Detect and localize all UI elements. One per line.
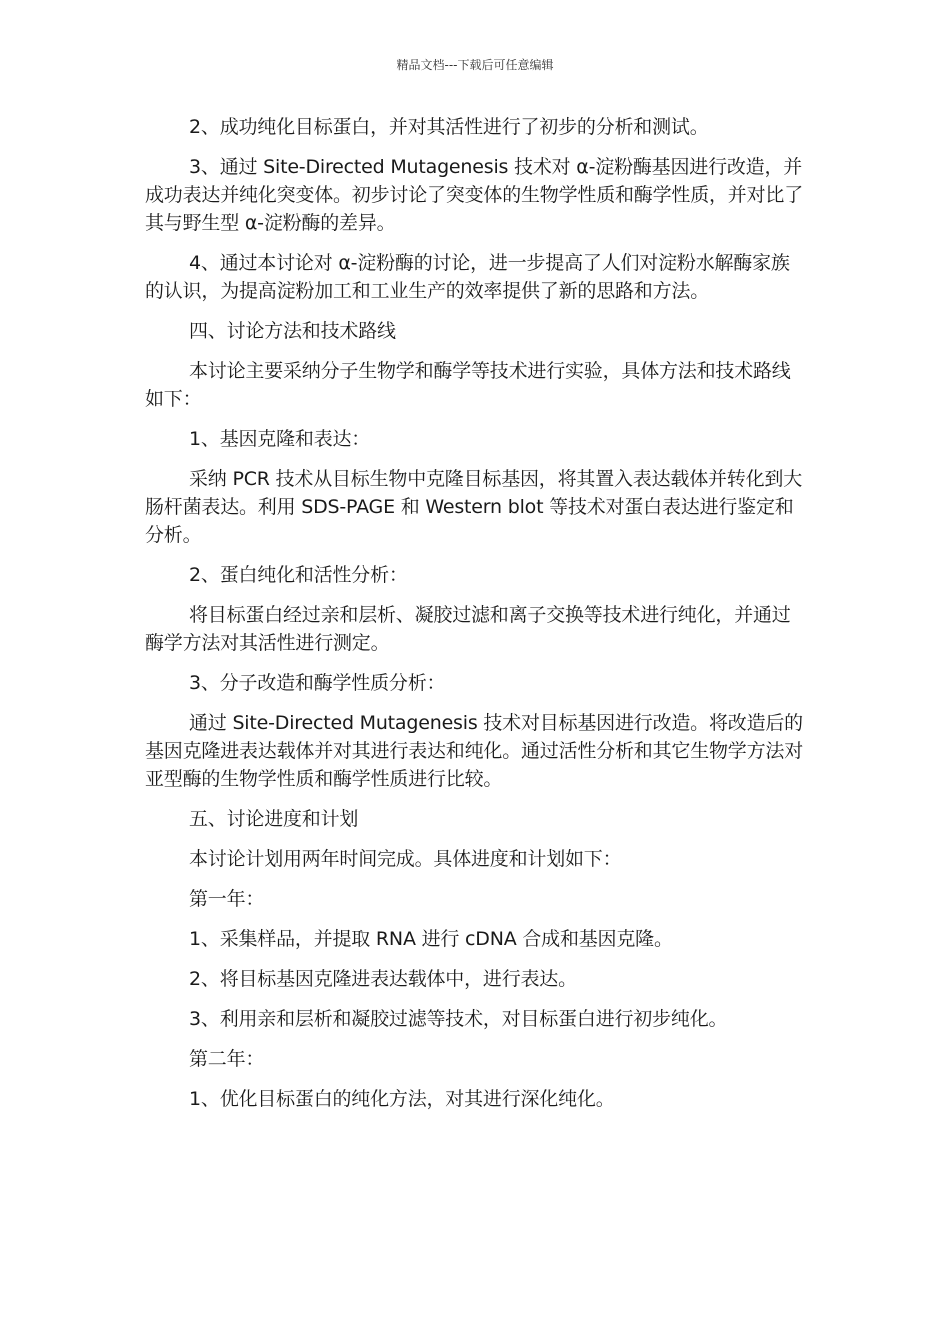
section-heading-methods: 四、讨论方法和技术路线 [189,320,396,342]
paragraph-schedule-intro: 本讨论计划用两年时间完成。具体进度和计划如下： [189,848,622,870]
list-item-year2-1: 1、优化目标蛋白的纯化方法，对其进行深化纯化。 [189,1088,615,1110]
section-heading-schedule: 五、讨论进度和计划 [189,808,359,830]
paragraph-result-3: 3、通过 Site-Directed Mutagenesis 技术对 α-淀粉酶基因进行改造，并成功表达并纯化突变体。初步讨论了突变体的生物学性质和酶学性质，并对比了其与野生型 α-淀粉酶的差异。 [145,156,804,234]
list-item-year1-1: 1、采集样品，并提取 RNA 进行 cDNA 合成和基因克隆。 [189,928,673,950]
subheading-purification: 2、蛋白纯化和活性分析： [189,564,408,586]
paragraph-modification: 通过 Site-Directed Mutagenesis 技术对目标基因进行改造。将改造后的基因克隆进表达载体并对其进行表达和纯化。通过活性分析和其它生物学方法对亚型酶的生物学性质和酶学性质进行比较。 [145,712,804,790]
list-item-year1-2: 2、将目标基因克隆进表达载体中，进行表达。 [189,968,577,990]
page-header: 精品文档---下载后可任意编辑 [396,58,554,72]
paragraph-result-4: 4、通过本讨论对 α-淀粉酶的讨论，进一步提高了人们对淀粉水解酶家族的认识，为提高淀粉加工和工业生产的效率提供了新的思路和方法。 [145,252,790,302]
paragraph-methods-intro: 本讨论主要采纳分子生物学和酶学等技术进行实验，具体方法和技术路线如下： [145,360,791,410]
list-item-year1-3: 3、利用亲和层析和凝胶过滤等技术，对目标蛋白进行初步纯化。 [189,1008,728,1030]
subheading-year-two: 第二年： [189,1048,265,1070]
paragraph-purification: 将目标蛋白经过亲和层析、凝胶过滤和离子交换等技术进行纯化，并通过酶学方法对其活性进行测定。 [145,604,791,654]
subheading-year-one: 第一年： [189,888,265,910]
paragraph-cloning: 采纳 PCR 技术从目标生物中克隆目标基因，将其置入表达载体并转化到大肠杆菌表达。利用 SDS-PAGE 和 Western blot 等技术对蛋白表达进行鉴定和分析。 [145,468,803,546]
paragraph-result-2: 2、成功纯化目标蛋白，并对其活性进行了初步的分析和测试。 [189,116,709,138]
subheading-cloning: 1、基因克隆和表达： [189,428,371,450]
subheading-modification: 3、分子改造和酶学性质分析： [189,672,446,694]
document-body [145,113,805,1125]
